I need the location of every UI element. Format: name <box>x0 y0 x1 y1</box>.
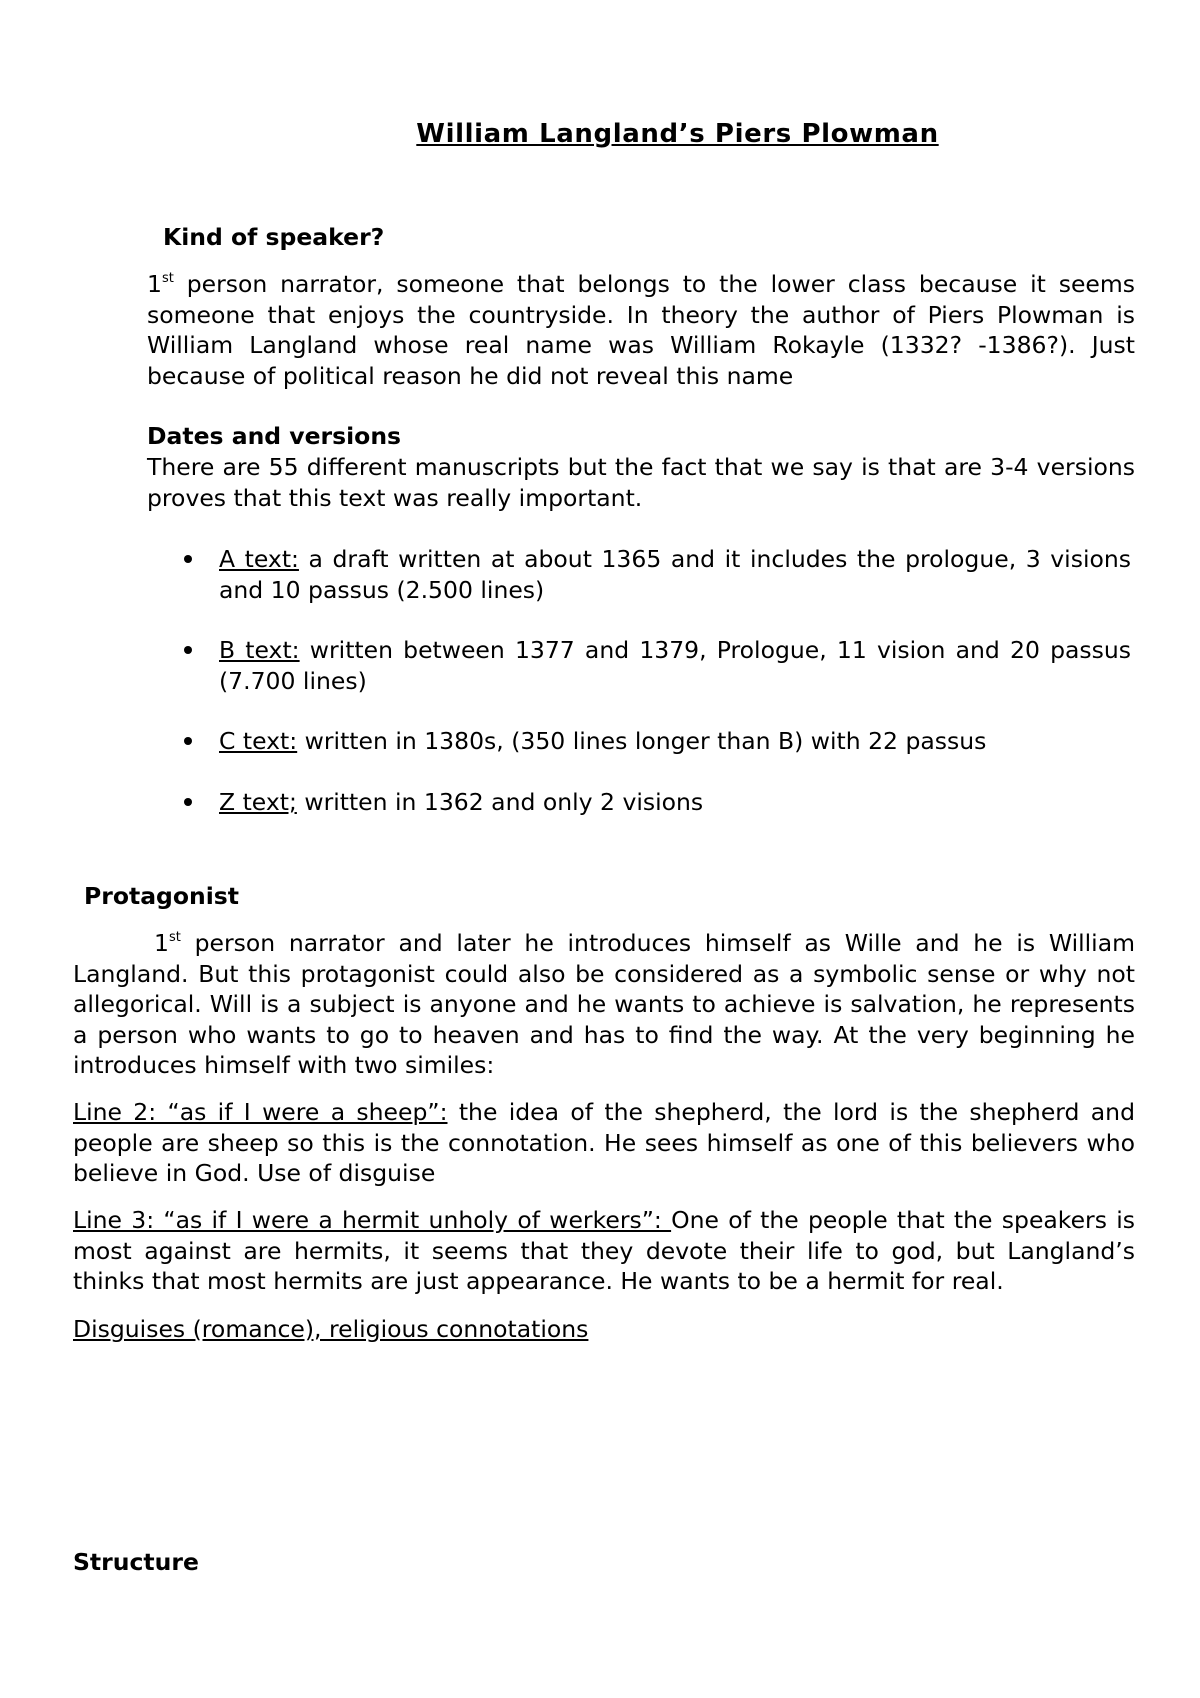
protagonist-ordinal: 1 <box>154 929 169 957</box>
disguises-note: Disguises (romance), religious connotations <box>73 1315 589 1343</box>
structure-heading: Structure <box>73 1548 199 1576</box>
protagonist-paragraph <box>73 928 1135 1081</box>
speaker-ordinal-suffix: st <box>161 271 174 286</box>
speaker-ordinal: 1 <box>147 270 162 298</box>
line2-paragraph <box>73 1097 1135 1189</box>
version-item-text <box>219 544 1131 605</box>
protagonist-heading: Protagonist <box>84 882 240 910</box>
speaker-heading: Kind of speaker? <box>163 223 385 251</box>
dates-paragraph: There are 55 different manuscripts but the fact that we say is that are 3-4 versions proves that this text was really important. <box>147 453 1135 512</box>
version-label: C text: <box>219 727 298 755</box>
protagonist-ordinal-suffix: st <box>168 930 181 945</box>
version-label: Z text; <box>219 788 297 816</box>
version-item-text <box>219 726 1131 757</box>
line2-text: the idea of the shepherd, the lord is the shepherd and people are sheep so this is the connotation. He sees himself as one of this believers who believe in God. Use of disguise <box>73 1098 1135 1187</box>
bullet-icon <box>184 555 192 563</box>
version-item-text <box>219 787 1131 818</box>
version-description: written between 1377 and 1379, Prologue, 11 vision and 20 passus (7.700 lines) <box>219 636 1132 695</box>
bullet-icon <box>184 737 192 745</box>
dates-heading: Dates and versions <box>147 422 402 450</box>
bullet-icon <box>184 798 192 806</box>
line3-text: One of the people that the speakers is most against are hermits, it seems that they devote their life to god, but Langland’s thinks that most hermits are just appearance. He wants to be a hermit for real. <box>73 1206 1135 1295</box>
version-label: A text: <box>219 545 299 573</box>
speaker-text: person narrator, someone that belongs to the lower class because it seems someone that enjoys the countryside. In theory the author of Piers Plowman is William Langland whose real name was William Rokayle (1332? -1386?). Just because of political reason he did not reveal this name <box>147 270 1135 390</box>
version-item-text <box>219 635 1131 696</box>
line2-label: Line 2: “as if I were a sheep”: <box>73 1098 448 1126</box>
protagonist-text: person narrator and later he introduces himself as Wille and he is William Langland. But this protagonist could also be considered as a symbolic sense or why not allegorical. Will is a subject is anyone and he wants to achieve is salvation, he represents a person who wants to go to heaven and has to find the way. At the very beginning he introduces himself with two similes: <box>73 929 1135 1079</box>
line3-label: Line 3: “as if I were a hermit unholy of werkers”: <box>73 1206 672 1234</box>
version-label: B text: <box>219 636 300 664</box>
version-description: written in 1362 and only 2 visions <box>296 788 704 816</box>
version-description: a draft written at about 1365 and it includes the prologue, 3 visions and 10 passus (2.500 lines) <box>219 545 1131 604</box>
document-title: William Langland’s Piers Plowman <box>416 119 939 149</box>
speaker-paragraph <box>147 269 1135 391</box>
line3-paragraph <box>73 1205 1135 1297</box>
version-description: written in 1380s, (350 lines longer than B) with 22 passus <box>297 727 987 755</box>
bullet-icon <box>184 646 192 654</box>
